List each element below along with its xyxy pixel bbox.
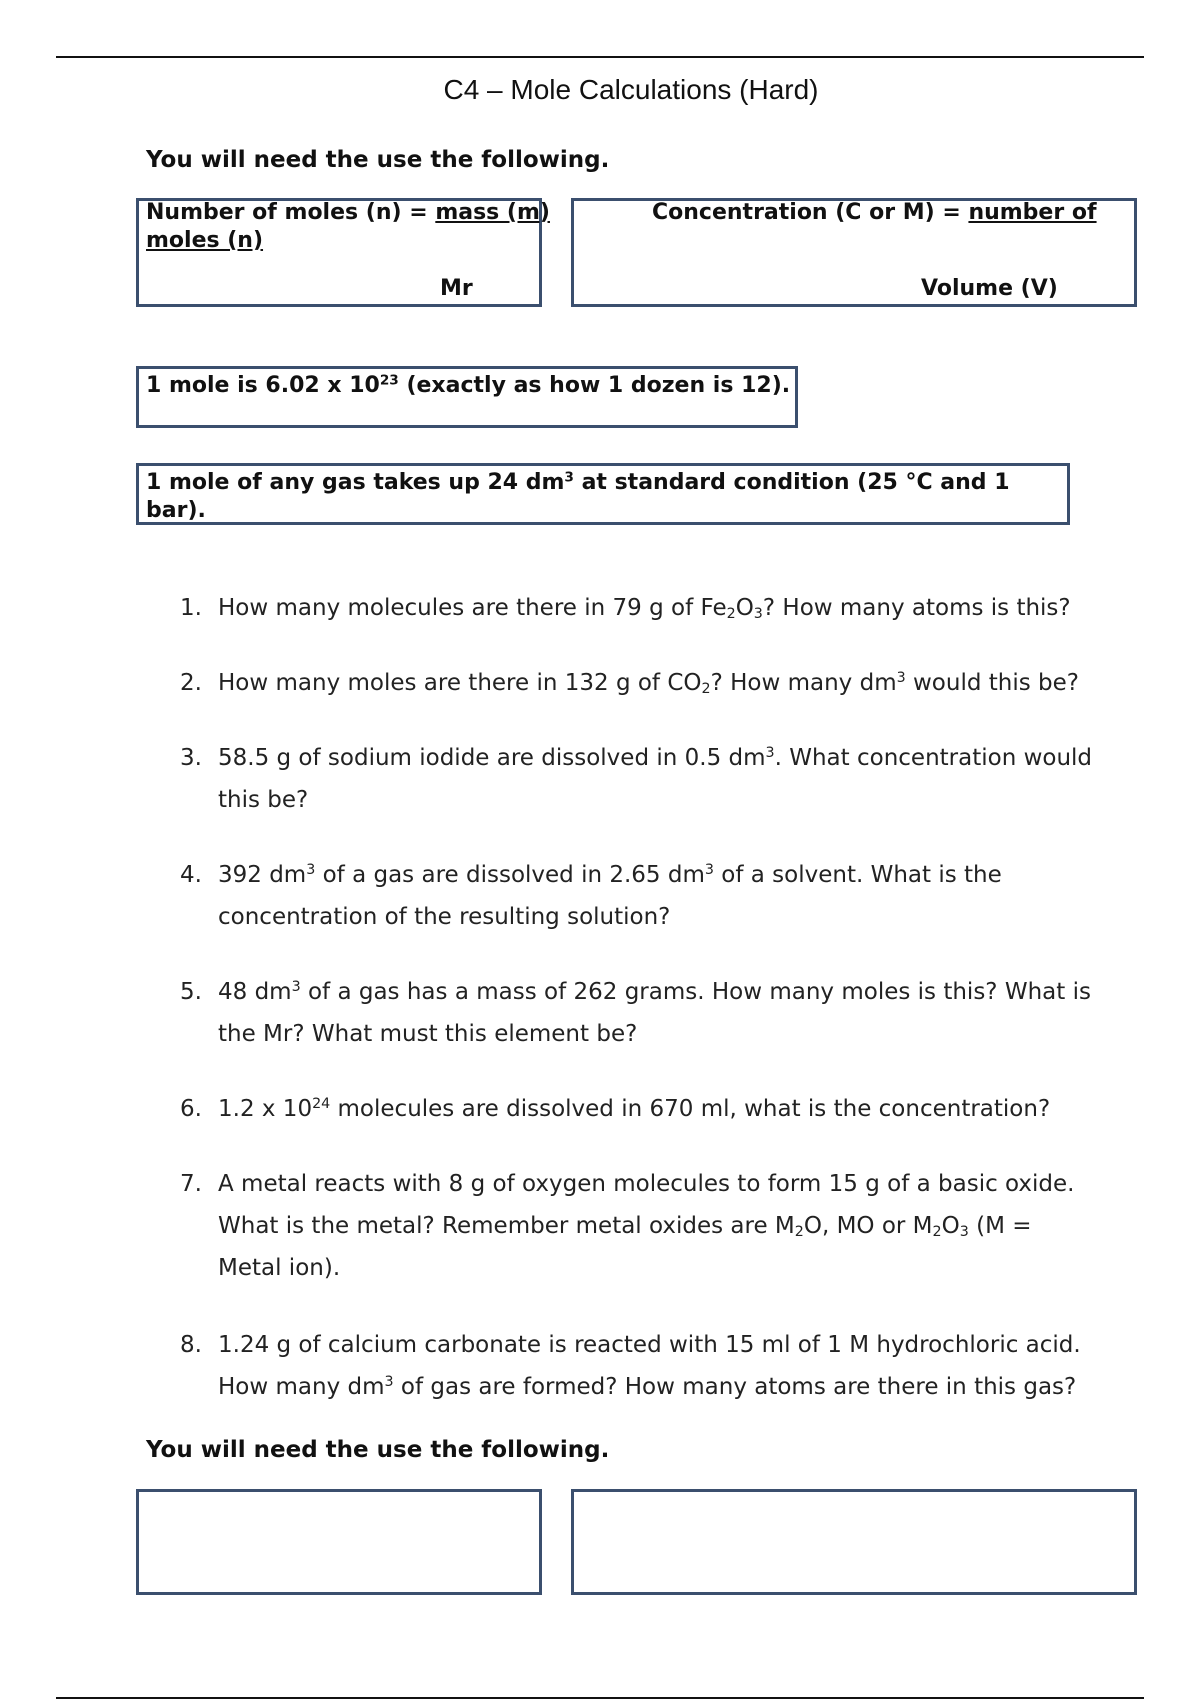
concentration-formula-label: Concentration (C or M) =: [652, 200, 969, 225]
empty-formula-box-right: [571, 1489, 1137, 1595]
outro-heading: You will need the use the following.: [146, 1437, 610, 1463]
avogadro-text-a: 1 mole is 6.02 x 10: [146, 373, 380, 398]
question-text: 1.24 g of calcium carbonate is reacted with 15 ml of 1 M hydrochloric acid. How many $dm^3$ of gas are formed? How many atoms are there in this gas?: [218, 1332, 1081, 1400]
gas-volume-fact-line1: [146, 470, 1010, 495]
intro-heading: You will need the use the following.: [146, 147, 610, 173]
bottom-rule: [56, 1697, 1144, 1699]
gas-volume-exponent: 3: [564, 469, 574, 486]
avogadro-exponent: 23: [379, 372, 399, 389]
moles-formula-line2: moles (n): [146, 228, 264, 253]
concentration-formula-denominator: Volume (V): [921, 276, 1058, 301]
gas-volume-fact-line2: bar).: [146, 498, 206, 523]
question-text: How many moles are there in 132 g of $CO_2$? How many $dm^3$ would this be?: [218, 670, 1079, 697]
question-number: 2.: [180, 670, 202, 696]
page-title: C4 – Mole Calculations (Hard): [443, 74, 819, 105]
gas-volume-text-b: at standard condition (25 °C and 1: [573, 470, 1010, 495]
question-number: 8.: [180, 1332, 202, 1358]
avogadro-fact: [146, 373, 790, 398]
question-text: A metal reacts with 8 g of oxygen molecules to form 15 g of a basic oxide. What is the metal? Remember metal oxides are $M_2O$, MO or $M_2O_3$ (M = Metal ion).: [218, 1171, 1075, 1281]
moles-formula-numerator: mass (m): [435, 200, 550, 225]
question-number: 6.: [180, 1096, 202, 1122]
question-number: 4.: [180, 862, 202, 888]
gas-volume-text-a: 1 mole of any gas takes up 24 dm: [146, 470, 565, 495]
question-text: 48 $dm^3$ of a gas has a mass of 262 grams. How many moles is this? What is the Mr? What must this element be?: [218, 979, 1091, 1047]
question-number: 3.: [180, 745, 202, 771]
question-text: How many molecules are there in 79 g of $Fe_2O_3$? How many atoms is this?: [218, 595, 1071, 622]
question-text: 392 $dm^3$ of a gas are dissolved in 2.65 $dm^3$ of a solvent. What is the concentration of the resulting solution?: [218, 862, 1002, 930]
moles-formula-denominator: Mr: [440, 276, 473, 301]
concentration-formula-numerator: number of: [968, 200, 1097, 225]
avogadro-text-b: (exactly as how 1 dozen is 12).: [398, 373, 791, 398]
empty-formula-box-left: [136, 1489, 542, 1595]
moles-formula-label: Number of moles (n) =: [146, 200, 436, 225]
question-number: 5.: [180, 979, 202, 1005]
question-number: 7.: [180, 1171, 202, 1197]
concentration-formula-line1: [652, 200, 1097, 225]
question-text: 1.2 x $10^{24}$ molecules are dissolved in 670 ml, what is the concentration?: [218, 1096, 1051, 1122]
top-rule: [56, 56, 1144, 58]
moles-formula-line1: [146, 200, 550, 225]
question-number: 1.: [180, 595, 202, 621]
question-text: 58.5 g of sodium iodide are dissolved in 0.5 $dm^3$. What concentration would this be?: [218, 745, 1093, 813]
